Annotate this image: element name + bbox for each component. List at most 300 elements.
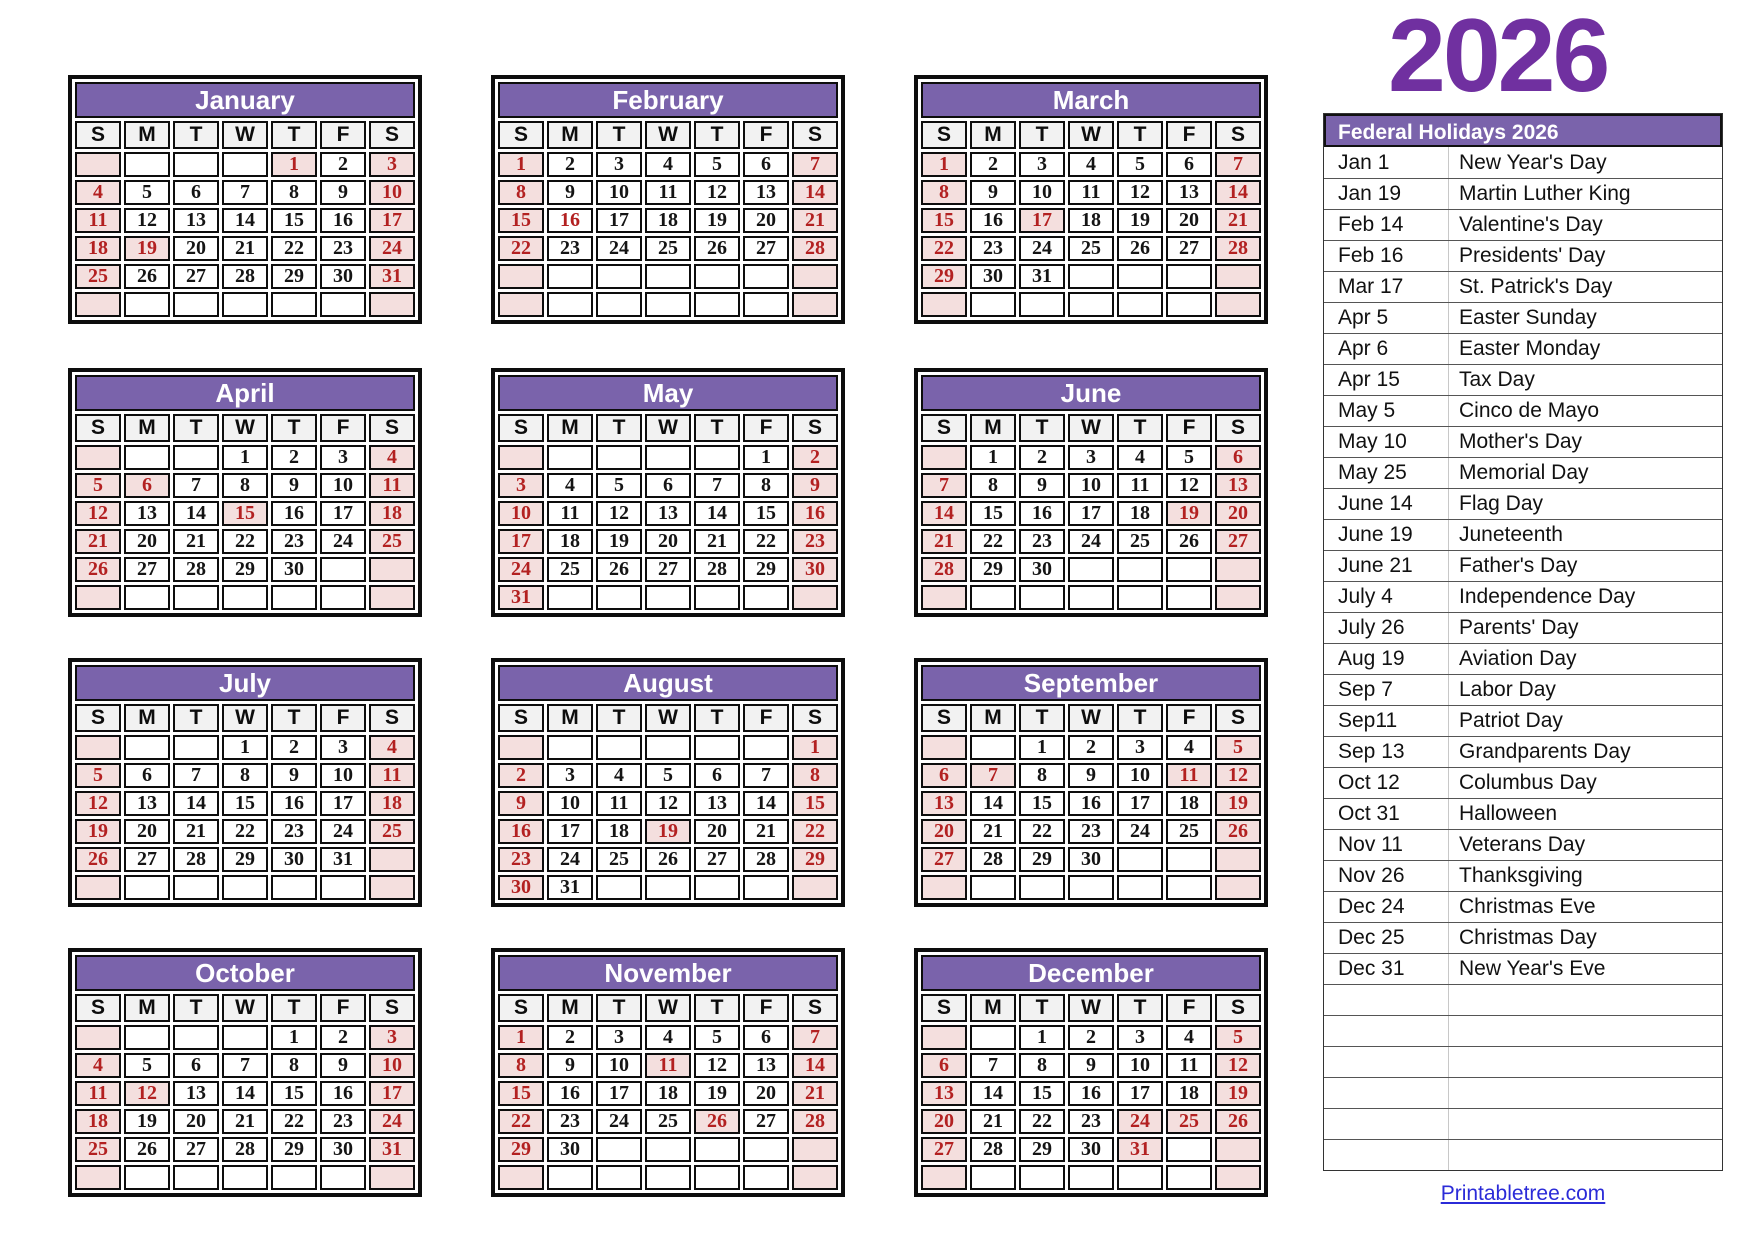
day-cell: 6 bbox=[124, 763, 170, 788]
day-cell: 22 bbox=[792, 819, 838, 844]
holiday-name: Flag Day bbox=[1448, 489, 1722, 519]
day-cell: 17 bbox=[320, 501, 366, 526]
day-cell bbox=[970, 735, 1016, 760]
day-cell: 23 bbox=[1068, 819, 1114, 844]
day-cell: 23 bbox=[498, 847, 544, 872]
day-cell: 29 bbox=[271, 1137, 317, 1162]
weekday-header: T bbox=[694, 994, 740, 1022]
day-cell: 3 bbox=[320, 445, 366, 470]
month-title: December bbox=[921, 955, 1261, 991]
day-cell: 23 bbox=[1068, 1109, 1114, 1134]
day-cell bbox=[498, 1165, 544, 1190]
day-cell: 6 bbox=[743, 152, 789, 177]
holiday-name: Father's Day bbox=[1448, 551, 1722, 581]
holiday-name: Patriot Day bbox=[1448, 706, 1722, 736]
holiday-name bbox=[1448, 1016, 1722, 1046]
day-cell: 11 bbox=[1166, 763, 1212, 788]
day-cell: 7 bbox=[792, 152, 838, 177]
day-cell: 11 bbox=[369, 763, 415, 788]
day-cell: 28 bbox=[173, 847, 219, 872]
day-cell bbox=[694, 735, 740, 760]
holiday-row bbox=[1324, 1077, 1722, 1108]
day-cell bbox=[222, 1165, 268, 1190]
day-cell bbox=[792, 1165, 838, 1190]
day-cell: 11 bbox=[1068, 180, 1114, 205]
day-cell: 18 bbox=[596, 819, 642, 844]
day-cell: 27 bbox=[173, 1137, 219, 1162]
day-cell: 20 bbox=[921, 1109, 967, 1134]
day-cell: 24 bbox=[320, 819, 366, 844]
month-title: October bbox=[75, 955, 415, 991]
day-cell: 3 bbox=[1117, 1025, 1163, 1050]
holiday-date: May 10 bbox=[1338, 430, 1407, 453]
day-cell bbox=[1166, 1165, 1212, 1190]
day-cell bbox=[1166, 557, 1212, 582]
day-cell bbox=[271, 292, 317, 317]
month-title: June bbox=[921, 375, 1261, 411]
day-cell: 29 bbox=[921, 264, 967, 289]
holiday-name: Grandparents Day bbox=[1448, 737, 1722, 767]
day-cell: 21 bbox=[743, 819, 789, 844]
weekday-header: S bbox=[75, 704, 121, 732]
weekday-header: S bbox=[1215, 414, 1261, 442]
day-cell: 7 bbox=[921, 473, 967, 498]
day-cell bbox=[1166, 264, 1212, 289]
day-cell: 15 bbox=[222, 501, 268, 526]
day-cell: 16 bbox=[792, 501, 838, 526]
day-cell: 13 bbox=[1166, 180, 1212, 205]
day-cell: 12 bbox=[75, 501, 121, 526]
day-cell: 9 bbox=[320, 180, 366, 205]
weekday-header: S bbox=[369, 994, 415, 1022]
day-cell: 19 bbox=[694, 1081, 740, 1106]
holiday-row bbox=[1324, 581, 1722, 612]
day-cell bbox=[921, 875, 967, 900]
day-cell: 11 bbox=[645, 1053, 691, 1078]
day-cell: 24 bbox=[1019, 236, 1065, 261]
day-cell bbox=[1019, 1165, 1065, 1190]
day-cell: 1 bbox=[970, 445, 1016, 470]
day-cell bbox=[320, 292, 366, 317]
day-cell bbox=[173, 152, 219, 177]
weekday-header: T bbox=[271, 121, 317, 149]
day-cell bbox=[970, 1165, 1016, 1190]
holiday-row bbox=[1324, 209, 1722, 240]
day-cell: 6 bbox=[743, 1025, 789, 1050]
day-cell: 26 bbox=[596, 557, 642, 582]
day-cell: 3 bbox=[547, 763, 593, 788]
day-cell: 22 bbox=[222, 819, 268, 844]
holiday-name bbox=[1448, 1109, 1722, 1139]
day-cell: 10 bbox=[1117, 763, 1163, 788]
day-cell bbox=[124, 735, 170, 760]
day-cell: 22 bbox=[498, 236, 544, 261]
day-cell bbox=[645, 1165, 691, 1190]
day-cell bbox=[173, 292, 219, 317]
day-cell: 24 bbox=[1117, 1109, 1163, 1134]
day-cell: 9 bbox=[1068, 1053, 1114, 1078]
holiday-name: Valentine's Day bbox=[1448, 210, 1722, 240]
month-march bbox=[914, 75, 1268, 324]
day-cell bbox=[1215, 847, 1261, 872]
day-cell: 11 bbox=[75, 208, 121, 233]
holiday-row bbox=[1324, 1015, 1722, 1046]
day-cell: 7 bbox=[222, 1053, 268, 1078]
day-cell: 9 bbox=[547, 180, 593, 205]
day-cell: 14 bbox=[1215, 180, 1261, 205]
day-cell: 5 bbox=[694, 1025, 740, 1050]
day-cell: 28 bbox=[743, 847, 789, 872]
day-cell bbox=[970, 1025, 1016, 1050]
day-cell bbox=[75, 152, 121, 177]
day-cell: 17 bbox=[547, 819, 593, 844]
day-cell: 9 bbox=[271, 473, 317, 498]
day-cell: 5 bbox=[645, 763, 691, 788]
holiday-row bbox=[1324, 984, 1722, 1015]
weekday-header: T bbox=[271, 994, 317, 1022]
day-cell: 16 bbox=[1068, 791, 1114, 816]
day-cell: 23 bbox=[792, 529, 838, 554]
day-cell: 19 bbox=[1166, 501, 1212, 526]
weekday-header: F bbox=[743, 121, 789, 149]
day-cell bbox=[596, 735, 642, 760]
day-cell bbox=[694, 585, 740, 610]
weekday-header: T bbox=[1019, 994, 1065, 1022]
day-cell: 3 bbox=[498, 473, 544, 498]
day-cell: 3 bbox=[320, 735, 366, 760]
day-cell: 21 bbox=[222, 1109, 268, 1134]
day-cell: 12 bbox=[1166, 473, 1212, 498]
day-cell: 16 bbox=[320, 1081, 366, 1106]
day-cell: 25 bbox=[369, 819, 415, 844]
day-cell: 27 bbox=[1215, 529, 1261, 554]
holiday-row bbox=[1324, 426, 1722, 457]
weekday-header: S bbox=[369, 121, 415, 149]
month-title: July bbox=[75, 665, 415, 701]
holiday-name: Juneteenth bbox=[1448, 520, 1722, 550]
holiday-date: June 14 bbox=[1338, 492, 1413, 515]
holiday-row bbox=[1324, 395, 1722, 426]
weekday-header: S bbox=[1215, 994, 1261, 1022]
day-cell bbox=[1215, 264, 1261, 289]
day-cell: 13 bbox=[124, 791, 170, 816]
day-cell: 1 bbox=[498, 152, 544, 177]
holiday-row bbox=[1324, 302, 1722, 333]
day-cell: 2 bbox=[970, 152, 1016, 177]
day-cell: 24 bbox=[369, 1109, 415, 1134]
day-cell bbox=[222, 292, 268, 317]
day-cell bbox=[921, 585, 967, 610]
day-cell: 26 bbox=[75, 557, 121, 582]
weekday-header: F bbox=[1166, 704, 1212, 732]
day-cell bbox=[921, 1165, 967, 1190]
day-cell bbox=[124, 875, 170, 900]
day-cell bbox=[173, 445, 219, 470]
weekday-header: M bbox=[547, 704, 593, 732]
day-cell: 27 bbox=[743, 236, 789, 261]
day-cell bbox=[547, 585, 593, 610]
weekday-header: S bbox=[75, 994, 121, 1022]
day-cell: 22 bbox=[1019, 1109, 1065, 1134]
holiday-row bbox=[1324, 240, 1722, 271]
day-cell: 9 bbox=[271, 763, 317, 788]
day-cell: 7 bbox=[173, 763, 219, 788]
day-cell: 7 bbox=[694, 473, 740, 498]
day-cell: 21 bbox=[222, 236, 268, 261]
day-cell: 28 bbox=[792, 236, 838, 261]
day-cell: 8 bbox=[1019, 763, 1065, 788]
day-cell bbox=[1166, 292, 1212, 317]
day-cell: 7 bbox=[743, 763, 789, 788]
day-cell: 25 bbox=[1166, 819, 1212, 844]
month-may bbox=[491, 368, 845, 617]
day-cell: 31 bbox=[369, 1137, 415, 1162]
month-title: April bbox=[75, 375, 415, 411]
day-cell: 19 bbox=[1215, 1081, 1261, 1106]
day-cell: 12 bbox=[124, 208, 170, 233]
day-cell: 19 bbox=[1215, 791, 1261, 816]
holiday-name: Easter Monday bbox=[1448, 334, 1722, 364]
day-cell: 16 bbox=[498, 819, 544, 844]
day-cell: 28 bbox=[222, 264, 268, 289]
day-cell bbox=[792, 264, 838, 289]
day-cell bbox=[694, 875, 740, 900]
holiday-list-header: Federal Holidays 2026 bbox=[1324, 114, 1722, 147]
weekday-header: M bbox=[970, 704, 1016, 732]
day-cell: 30 bbox=[970, 264, 1016, 289]
holiday-name: Presidents' Day bbox=[1448, 241, 1722, 271]
weekday-header: S bbox=[498, 414, 544, 442]
day-cell: 23 bbox=[271, 819, 317, 844]
day-cell: 4 bbox=[547, 473, 593, 498]
holiday-row bbox=[1324, 271, 1722, 302]
holiday-date: June 21 bbox=[1338, 554, 1413, 577]
day-cell: 20 bbox=[1215, 501, 1261, 526]
weekday-header: F bbox=[320, 121, 366, 149]
weekday-header: T bbox=[694, 704, 740, 732]
weekday-header: T bbox=[694, 121, 740, 149]
day-cell: 25 bbox=[1166, 1109, 1212, 1134]
day-cell: 10 bbox=[596, 1053, 642, 1078]
day-cell: 30 bbox=[1068, 847, 1114, 872]
weekday-header: T bbox=[1019, 704, 1065, 732]
holiday-row bbox=[1324, 1046, 1722, 1077]
weekday-header: M bbox=[124, 121, 170, 149]
day-cell: 21 bbox=[173, 819, 219, 844]
day-cell: 25 bbox=[1117, 529, 1163, 554]
day-cell: 21 bbox=[694, 529, 740, 554]
day-cell bbox=[75, 1025, 121, 1050]
day-cell: 22 bbox=[743, 529, 789, 554]
day-cell: 8 bbox=[271, 1053, 317, 1078]
day-cell: 17 bbox=[1117, 791, 1163, 816]
day-cell: 27 bbox=[124, 847, 170, 872]
day-cell bbox=[547, 445, 593, 470]
day-cell: 28 bbox=[792, 1109, 838, 1134]
day-cell: 18 bbox=[1166, 1081, 1212, 1106]
day-cell: 2 bbox=[320, 1025, 366, 1050]
day-cell: 3 bbox=[369, 1025, 415, 1050]
day-cell bbox=[596, 585, 642, 610]
day-cell: 10 bbox=[1019, 180, 1065, 205]
day-cell: 16 bbox=[1068, 1081, 1114, 1106]
day-cell: 4 bbox=[1166, 1025, 1212, 1050]
day-cell: 15 bbox=[498, 1081, 544, 1106]
day-cell: 29 bbox=[271, 264, 317, 289]
weekday-header: S bbox=[792, 704, 838, 732]
day-cell: 29 bbox=[222, 557, 268, 582]
month-title: September bbox=[921, 665, 1261, 701]
day-cell: 29 bbox=[498, 1137, 544, 1162]
day-cell: 8 bbox=[271, 180, 317, 205]
day-cell bbox=[694, 1137, 740, 1162]
day-cell: 14 bbox=[173, 501, 219, 526]
day-cell: 24 bbox=[320, 529, 366, 554]
holiday-row bbox=[1324, 922, 1722, 953]
day-cell: 27 bbox=[743, 1109, 789, 1134]
weekday-header: W bbox=[1068, 414, 1114, 442]
day-cell bbox=[75, 735, 121, 760]
day-cell: 10 bbox=[547, 791, 593, 816]
day-cell: 9 bbox=[498, 791, 544, 816]
day-cell bbox=[1117, 585, 1163, 610]
day-cell: 19 bbox=[75, 819, 121, 844]
day-cell: 25 bbox=[645, 236, 691, 261]
day-cell: 18 bbox=[645, 1081, 691, 1106]
weekday-header: W bbox=[645, 994, 691, 1022]
holiday-date: May 5 bbox=[1338, 399, 1396, 422]
holiday-name: Aviation Day bbox=[1448, 644, 1722, 674]
day-cell: 6 bbox=[921, 763, 967, 788]
weekday-header: S bbox=[1215, 704, 1261, 732]
weekday-header: T bbox=[1019, 121, 1065, 149]
holiday-row bbox=[1324, 891, 1722, 922]
day-cell: 18 bbox=[369, 501, 415, 526]
day-cell: 17 bbox=[1019, 208, 1065, 233]
day-cell bbox=[1117, 557, 1163, 582]
weekday-header: T bbox=[173, 121, 219, 149]
day-cell bbox=[124, 1025, 170, 1050]
holiday-date: July 26 bbox=[1338, 616, 1405, 639]
weekday-header: W bbox=[222, 994, 268, 1022]
day-cell: 30 bbox=[792, 557, 838, 582]
day-cell bbox=[1117, 1165, 1163, 1190]
day-cell: 23 bbox=[320, 236, 366, 261]
day-cell: 29 bbox=[792, 847, 838, 872]
holiday-name: Halloween bbox=[1448, 799, 1722, 829]
day-cell: 15 bbox=[921, 208, 967, 233]
day-cell: 20 bbox=[1166, 208, 1212, 233]
day-cell: 26 bbox=[124, 264, 170, 289]
day-cell: 24 bbox=[596, 236, 642, 261]
weekday-header: T bbox=[271, 414, 317, 442]
day-cell: 23 bbox=[970, 236, 1016, 261]
day-cell: 1 bbox=[498, 1025, 544, 1050]
day-cell bbox=[596, 1165, 642, 1190]
day-cell: 6 bbox=[1166, 152, 1212, 177]
day-cell: 22 bbox=[271, 236, 317, 261]
day-cell: 18 bbox=[547, 529, 593, 554]
day-cell: 6 bbox=[694, 763, 740, 788]
day-cell: 8 bbox=[970, 473, 1016, 498]
printabletree-link[interactable]: Printabletree.com bbox=[1440, 1182, 1606, 1205]
day-cell bbox=[694, 292, 740, 317]
day-cell: 13 bbox=[124, 501, 170, 526]
day-cell: 10 bbox=[1117, 1053, 1163, 1078]
day-cell: 3 bbox=[596, 152, 642, 177]
day-cell: 21 bbox=[792, 1081, 838, 1106]
day-cell: 15 bbox=[222, 791, 268, 816]
day-cell: 17 bbox=[498, 529, 544, 554]
day-cell: 22 bbox=[498, 1109, 544, 1134]
day-cell: 8 bbox=[498, 1053, 544, 1078]
day-cell: 20 bbox=[743, 1081, 789, 1106]
day-cell bbox=[75, 875, 121, 900]
weekday-header: F bbox=[1166, 121, 1212, 149]
day-cell: 28 bbox=[970, 847, 1016, 872]
day-cell: 14 bbox=[694, 501, 740, 526]
holiday-row bbox=[1324, 1139, 1722, 1170]
day-cell: 30 bbox=[271, 847, 317, 872]
weekday-header: S bbox=[75, 121, 121, 149]
day-cell bbox=[124, 585, 170, 610]
day-cell: 12 bbox=[1117, 180, 1163, 205]
day-cell: 18 bbox=[645, 208, 691, 233]
holiday-date: Dec 25 bbox=[1338, 926, 1405, 949]
holiday-date: Apr 15 bbox=[1338, 368, 1400, 391]
weekday-header: T bbox=[173, 704, 219, 732]
day-cell: 28 bbox=[970, 1137, 1016, 1162]
day-cell: 4 bbox=[369, 445, 415, 470]
day-cell: 12 bbox=[645, 791, 691, 816]
day-cell bbox=[743, 735, 789, 760]
weekday-header: F bbox=[1166, 414, 1212, 442]
day-cell: 11 bbox=[645, 180, 691, 205]
day-cell: 26 bbox=[694, 236, 740, 261]
day-cell bbox=[124, 152, 170, 177]
day-cell: 26 bbox=[75, 847, 121, 872]
day-cell: 17 bbox=[596, 208, 642, 233]
day-cell: 12 bbox=[75, 791, 121, 816]
month-november bbox=[491, 948, 845, 1197]
day-cell bbox=[921, 292, 967, 317]
day-cell bbox=[498, 735, 544, 760]
day-cell bbox=[792, 1137, 838, 1162]
day-cell bbox=[75, 292, 121, 317]
day-cell: 5 bbox=[1117, 152, 1163, 177]
weekday-header: T bbox=[1117, 704, 1163, 732]
day-cell: 31 bbox=[547, 875, 593, 900]
day-cell: 14 bbox=[222, 1081, 268, 1106]
day-cell bbox=[645, 735, 691, 760]
weekday-header: F bbox=[320, 414, 366, 442]
day-cell: 19 bbox=[124, 236, 170, 261]
day-cell: 12 bbox=[124, 1081, 170, 1106]
day-cell: 15 bbox=[743, 501, 789, 526]
day-cell: 26 bbox=[1215, 819, 1261, 844]
day-cell: 5 bbox=[596, 473, 642, 498]
weekday-header: T bbox=[271, 704, 317, 732]
weekday-header: F bbox=[743, 994, 789, 1022]
day-cell: 21 bbox=[921, 529, 967, 554]
day-cell bbox=[596, 445, 642, 470]
weekday-header: M bbox=[970, 121, 1016, 149]
day-cell: 30 bbox=[1019, 557, 1065, 582]
holiday-date: Jan 19 bbox=[1338, 182, 1402, 205]
day-cell: 9 bbox=[970, 180, 1016, 205]
day-cell bbox=[743, 875, 789, 900]
day-cell: 25 bbox=[596, 847, 642, 872]
